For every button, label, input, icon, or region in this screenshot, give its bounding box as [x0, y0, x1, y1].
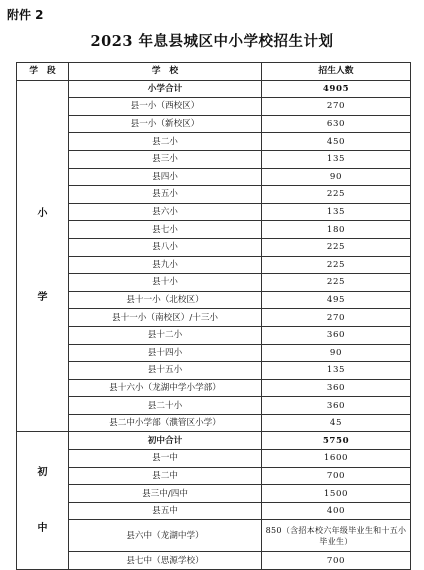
- junior-total-label: 初中合计: [69, 432, 262, 450]
- table-row: [17, 133, 411, 151]
- table-row: [17, 150, 411, 168]
- table-row: [17, 467, 411, 485]
- junior-stage-cell: [17, 432, 69, 570]
- table-row: [17, 379, 411, 397]
- junior-total-value: 5750: [262, 432, 411, 450]
- primary-total-label: 小学合计: [69, 80, 262, 98]
- table-row: [17, 221, 411, 239]
- school-name: 县三小: [69, 150, 262, 168]
- enrollment-count: 180: [262, 221, 411, 239]
- table-body: [17, 80, 411, 569]
- school-name: 县五小: [69, 186, 262, 204]
- junior-stage-char: 中: [37, 522, 48, 534]
- school-name: 县五中: [69, 502, 262, 520]
- enrollment-count: 225: [262, 238, 411, 256]
- school-name: 县七中（思源学校）: [69, 552, 262, 570]
- table-row: [17, 203, 411, 221]
- primary-stage-char: 学: [37, 292, 48, 304]
- school-name: 县十一小（北校区）: [69, 291, 262, 309]
- enrollment-count: 450: [262, 133, 411, 151]
- table-row: [17, 274, 411, 292]
- enrollment-count: 135: [262, 150, 411, 168]
- stage-spacer: [17, 479, 68, 523]
- table-row: [17, 520, 411, 552]
- school-name: 县二中: [69, 467, 262, 485]
- table-row: [17, 502, 411, 520]
- page-title: 2023 年息县城区中小学校招生计划: [90, 33, 334, 50]
- table-row: [17, 256, 411, 274]
- enrollment-count: 135: [262, 362, 411, 380]
- table-row: [17, 238, 411, 256]
- school-name: 县六小: [69, 203, 262, 221]
- table-row: [17, 98, 411, 116]
- school-name: 县八小: [69, 238, 262, 256]
- enrollment-count: 45: [262, 414, 411, 432]
- table-row: [17, 485, 411, 503]
- school-name: 县二十小: [69, 397, 262, 415]
- enrollment-count: 1500: [262, 485, 411, 503]
- school-name: 县十五小: [69, 362, 262, 380]
- school-name: 县二小: [69, 133, 262, 151]
- enrollment-count: 225: [262, 186, 411, 204]
- school-name: 县十六小（龙湖中学小学部）: [69, 379, 262, 397]
- enrollment-count: 850（含招本校六年级毕业生和十五小毕业生）: [262, 520, 411, 552]
- enrollment-count: 495: [262, 291, 411, 309]
- table-header-row: [17, 63, 411, 81]
- table-row: [17, 397, 411, 415]
- enrollment-count: 90: [262, 344, 411, 362]
- table-row: [17, 326, 411, 344]
- junior-stage-char: 初: [37, 466, 48, 478]
- school-name: 县十二小: [69, 326, 262, 344]
- primary-total-value: 4905: [262, 80, 411, 98]
- enrollment-count: 630: [262, 115, 411, 133]
- stage-spacer: [17, 220, 68, 292]
- primary-stage-char: 小: [37, 208, 48, 220]
- school-name: 县二中小学部（濮管区小学）: [69, 414, 262, 432]
- table-row: [17, 450, 411, 468]
- school-name: 县七小: [69, 221, 262, 239]
- table-row: [17, 115, 411, 133]
- table-row: [17, 309, 411, 327]
- school-name: 县十四小: [69, 344, 262, 362]
- school-name: 县十小: [69, 274, 262, 292]
- school-name: 县十一小（南校区）/十三小: [69, 309, 262, 327]
- school-name: 县三中/四中: [69, 485, 262, 503]
- enrollment-table: [16, 62, 411, 570]
- enrollment-count: 700: [262, 552, 411, 570]
- enrollment-count: 135: [262, 203, 411, 221]
- enrollment-count: 90: [262, 168, 411, 186]
- header-stage: 学 段: [17, 63, 69, 81]
- school-name: 县一中: [69, 450, 262, 468]
- table-row: [17, 168, 411, 186]
- enrollment-count: 225: [262, 274, 411, 292]
- enrollment-count: 360: [262, 326, 411, 344]
- school-name: 县一小（西校区）: [69, 98, 262, 116]
- school-name: 县六中（龙湖中学）: [69, 520, 262, 552]
- primary-stage-cell: [17, 80, 69, 432]
- header-school: 学 校: [69, 63, 262, 81]
- enrollment-count: 360: [262, 379, 411, 397]
- primary-total-row: [17, 80, 411, 98]
- table-row: [17, 291, 411, 309]
- enrollment-count: 400: [262, 502, 411, 520]
- junior-total-row: [17, 432, 411, 450]
- enrollment-count: 1600: [262, 450, 411, 468]
- header-enrollment: 招生人数: [262, 63, 411, 81]
- enrollment-count: 700: [262, 467, 411, 485]
- enrollment-count: 360: [262, 397, 411, 415]
- table-row: [17, 414, 411, 432]
- table-row: [17, 552, 411, 570]
- school-name: 县九小: [69, 256, 262, 274]
- table-row: [17, 186, 411, 204]
- table-row: [17, 344, 411, 362]
- enrollment-count: 225: [262, 256, 411, 274]
- enrollment-count: 270: [262, 309, 411, 327]
- table-row: [17, 362, 411, 380]
- school-name: 县一小（新校区）: [69, 115, 262, 133]
- school-name: 县四小: [69, 168, 262, 186]
- enrollment-count: 270: [262, 98, 411, 116]
- attachment-label: 附件 2: [7, 8, 44, 22]
